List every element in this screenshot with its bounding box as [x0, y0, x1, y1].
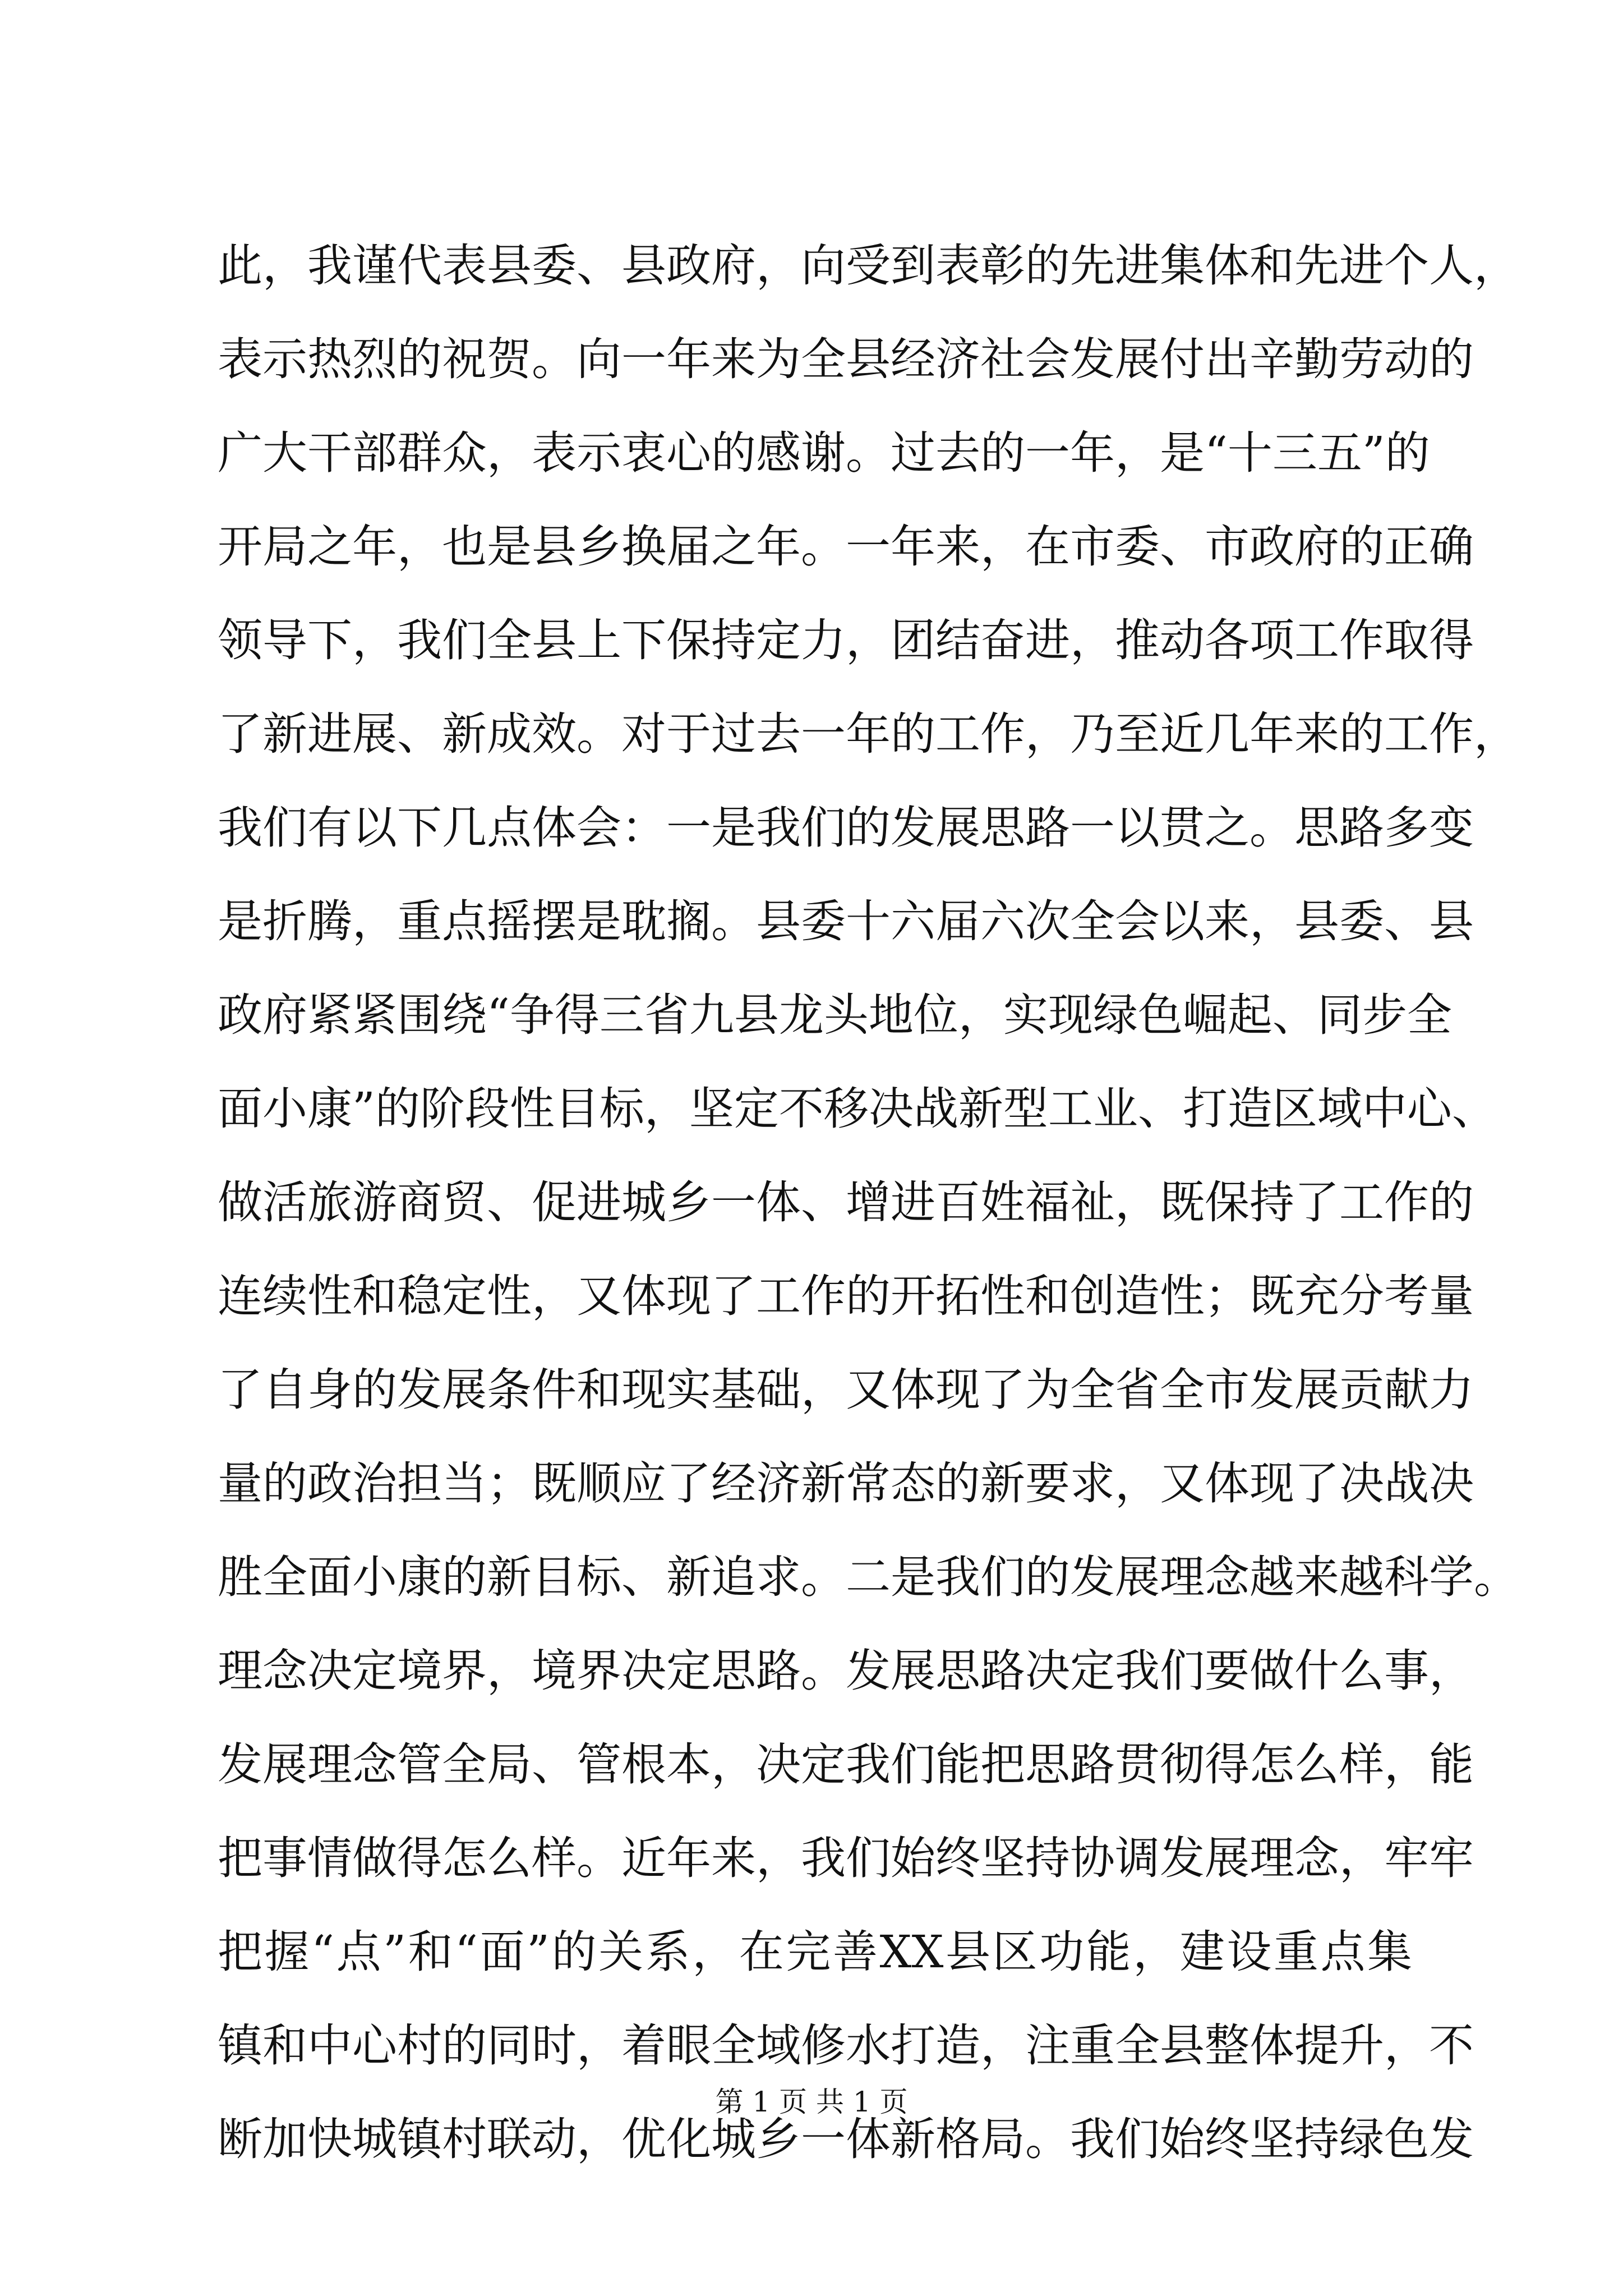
text-line: 量的政治担当；既顺应了经济新常态的新要求，又体现了决战决	[218, 1457, 1474, 1510]
text-line: 做活旅游商贸、促进城乡一体、增进百姓福祉，既保持了工作的	[218, 1176, 1474, 1228]
text-line: 此，我谨代表县委、县政府，向受到表彰的先进集体和先进个人，	[218, 240, 1519, 292]
text-line: 断加快城镇村联动，优化城乡一体新格局。我们始终坚持绿色发	[218, 2113, 1474, 2165]
page-footer	[0, 2082, 1623, 2122]
text-line: 了新进展、新成效。对于过去一年的工作，乃至近几年来的工作，	[218, 708, 1519, 760]
text-line: 面小康”的阶段性目标，坚定不移决战新型工业、打造区域中心、	[218, 1083, 1497, 1135]
text-line: 了自身的发展条件和现实基础，又体现了为全省全市发展贡献力	[218, 1364, 1474, 1416]
text-line: 表示热烈的祝贺。向一年来为全县经济社会发展付出辛勤劳动的	[218, 333, 1474, 385]
text-line: 把握“点”和“面”的关系，在完善XX县区功能，建设重点集	[218, 1926, 1412, 1978]
text-line: 镇和中心村的同时，着眼全域修水打造，注重全县整体提升，不	[218, 2019, 1474, 2072]
text-line: 领导下，我们全县上下保持定力，团结奋进，推动各项工作取得	[218, 614, 1474, 666]
body-text	[218, 219, 1519, 2186]
text-line: 是折腾，重点摇摆是耽搁。县委十六届六次全会以来，县委、县	[218, 895, 1474, 947]
text-line: 广大干部群众，表示衷心的感谢。过去的一年，是“十三五”的	[218, 427, 1430, 479]
text-line: 胜全面小康的新目标、新追求。二是我们的发展理念越来越科学。	[218, 1551, 1519, 1603]
text-line: 开局之年，也是县乡换届之年。一年来，在市委、市政府的正确	[218, 521, 1474, 573]
text-line: 连续性和稳定性，又体现了工作的开拓性和创造性；既充分考量	[218, 1270, 1474, 1322]
text-line: 我们有以下几点体会：一是我们的发展思路一以贯之。思路多变	[218, 802, 1474, 854]
text-line: 把事情做得怎么样。近年来，我们始终坚持协调发展理念，牢牢	[218, 1832, 1474, 1884]
text-line: 发展理念管全局、管根本，决定我们能把思路贯彻得怎么样，能	[218, 1738, 1474, 1791]
text-line: 政府紧紧围绕“争得三省九县龙头地位，实现绿色崛起、同步全	[218, 989, 1452, 1041]
text-line: 理念决定境界，境界决定思路。发展思路决定我们要做什么事，	[218, 1645, 1474, 1697]
page-number-label: 第 1 页 共 1 页	[715, 2086, 908, 2118]
